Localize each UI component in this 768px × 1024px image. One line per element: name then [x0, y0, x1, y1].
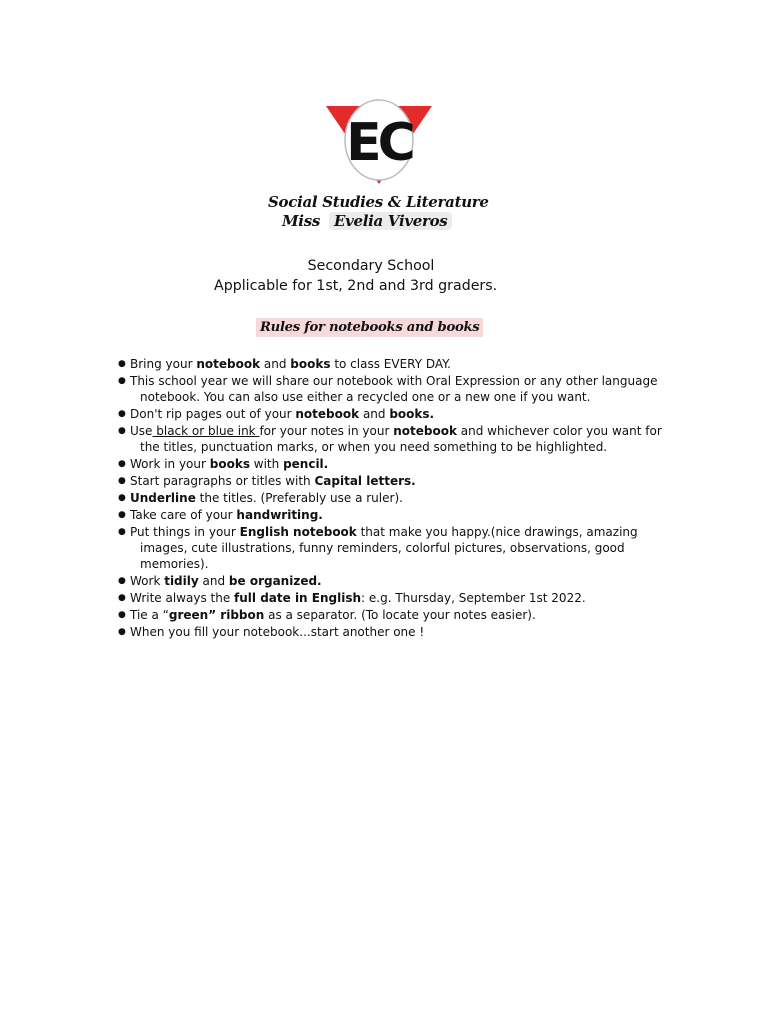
bullet-icon: ● [118, 493, 126, 503]
rule-item: ● Use black or blue ink for your notes in your notebook and whichever color you want for the titles, punctuation marks, or when you need something to be highlighted. [118, 424, 662, 454]
rule-item: ● This school year we will share our notebook with Oral Expression or any other language notebook. You can also use either a recycled one or a new one if you want. [118, 374, 658, 404]
rule-item: ● Don't rip pages out of your notebook and books. [118, 407, 435, 421]
rule-item: ● When you fill your notebook...start another one ! [118, 625, 425, 639]
bullet-icon: ● [118, 459, 126, 469]
rules-list [112, 356, 672, 641]
bullet-icon: ● [118, 610, 126, 620]
teacher-line [282, 212, 452, 230]
bullet-icon: ● [118, 409, 126, 419]
rule-item: ● Take care of your handwriting. [118, 508, 323, 522]
bullet-icon: ● [118, 593, 126, 603]
bullet-icon: ● [118, 476, 126, 486]
teacher-prefix: Miss [282, 212, 320, 230]
rule-item: ● Start paragraphs or titles with Capital letters. [118, 474, 416, 488]
bullet-icon: ● [118, 576, 126, 586]
bullet-icon: ● [118, 359, 126, 369]
course-title: Social Studies & Literature [268, 193, 489, 211]
rule-item: ● Work in your books with pencil. [118, 457, 329, 471]
rule-item: ● Work tidily and be organized. [118, 574, 322, 588]
bullet-icon: ● [118, 426, 126, 436]
applicable-grades: Applicable for 1st, 2nd and 3rd graders. [214, 278, 498, 294]
school-level: Secondary School [307, 258, 435, 274]
bullet-icon: ● [118, 376, 126, 386]
logo-text: EC [346, 113, 412, 173]
bullet-icon: ● [118, 510, 126, 520]
rules-title: Rules for notebooks and books [256, 318, 483, 337]
rule-item: ● Put things in your English notebook that make you happy.(nice drawings, amazing images, cute illustrations, funny reminders, colorful pictures, observations, good memories). [118, 525, 638, 571]
rule-item: ● Bring your notebook and books to class EVERY DAY. [118, 357, 451, 371]
teacher-name: Evelia Viveros [329, 212, 453, 230]
ec-logo [326, 98, 432, 184]
bullet-icon: ● [118, 527, 126, 537]
rule-item: ● Underline the titles. (Preferably use a ruler). [118, 491, 403, 505]
rule-item: ● Tie a “green” ribbon as a separator. (To locate your notes easier). [118, 608, 536, 622]
rule-item: ● Write always the full date in English: e.g. Thursday, September 1st 2022. [118, 591, 586, 605]
bullet-icon: ● [118, 627, 126, 637]
ec-logo-graphic [326, 98, 432, 184]
